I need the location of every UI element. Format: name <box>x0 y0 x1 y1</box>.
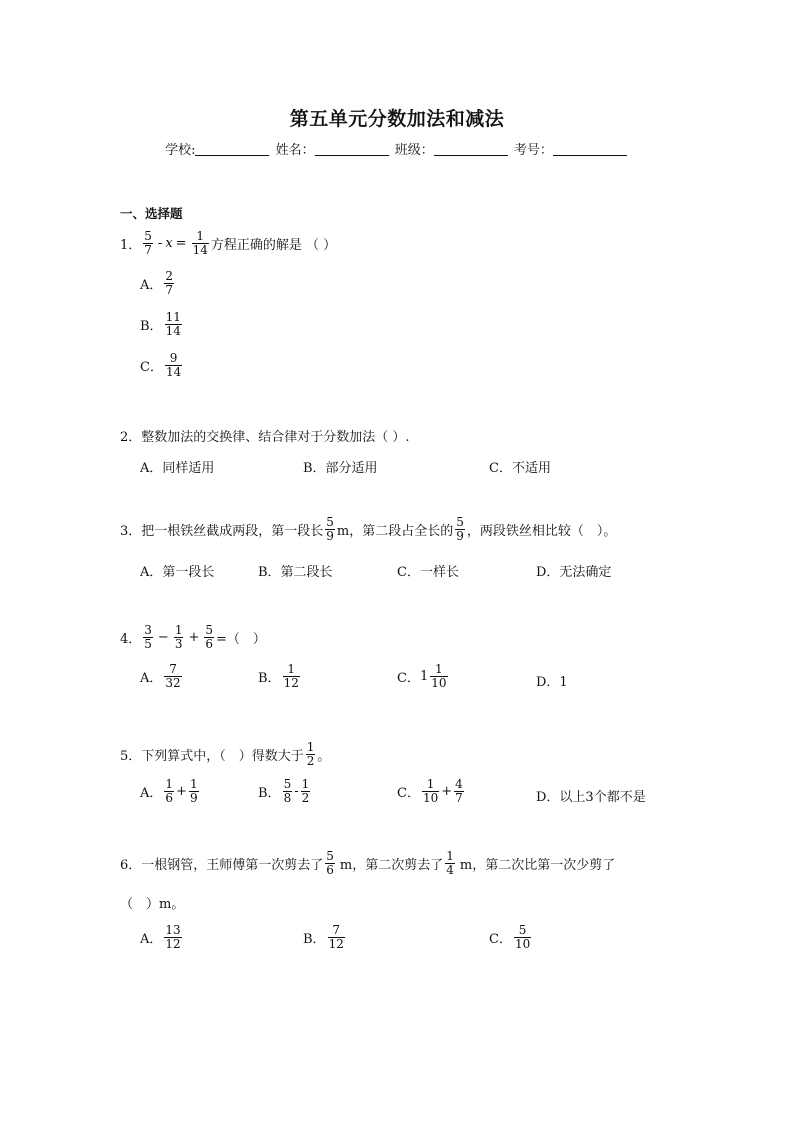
option-d[interactable]: D．以上3个都不是 <box>536 790 646 805</box>
class-label: 班级： <box>394 143 434 158</box>
option-d[interactable]: D．1 <box>536 675 568 690</box>
question-text: 2．整数加法的交换律、结合律对于分数加法（ ）. <box>120 430 410 445</box>
fraction: $\frac{1}{14}$ <box>192 229 208 257</box>
option-d[interactable]: D．无法确定 <box>536 565 612 580</box>
option-c[interactable]: C． 1 $\frac{1}{10}$ <box>397 662 447 690</box>
fraction: $\frac{1}{2}$ <box>306 740 315 768</box>
question-4: 4． $\frac{3}{5}$ − $\frac{1}{3}$ + $\frac{5}{6}$ =（ ） <box>120 623 266 651</box>
student-info-line <box>0 139 794 158</box>
option-a[interactable]: A． $\frac{7}{32}$ <box>140 662 181 690</box>
option-b[interactable]: B． $\frac{11}{14}$ <box>140 310 181 338</box>
option-a[interactable]: A． $\frac{1}{6}$ + $\frac{1}{9}$ <box>140 777 198 805</box>
fraction: $\frac{5}{6}$ <box>326 849 334 877</box>
option-c[interactable]: C． $\frac{5}{10}$ <box>489 923 531 951</box>
option-a[interactable]: A． $\frac{2}{7}$ <box>140 269 174 297</box>
name-blank[interactable] <box>315 142 389 156</box>
fraction: $\frac{5}{7}$ <box>144 229 152 257</box>
fraction: $\frac{5}{9}$ <box>456 515 464 543</box>
option-b[interactable]: B． $\frac{1}{12}$ <box>258 662 299 690</box>
page-title: 第五单元分数加法和减法 <box>289 108 505 130</box>
option-c[interactable]: C．一样长 <box>397 565 459 580</box>
question-text: 方程正确的解是 （ ） <box>210 238 337 253</box>
option-c[interactable]: C．不适用 <box>489 461 551 476</box>
option-c[interactable]: C． $\frac{9}{14}$ <box>140 351 182 379</box>
question-5: 5．下列算式中，（ ）得数大于 $\frac{1}{2}$ 。 <box>120 740 331 768</box>
question-6: 6．一根钢管，王师傅第一次剪去了 $\frac{5}{6}$ m，第二次剪去了 $\frac{1}{4}$ m，第二次比第一次少剪了 <box>120 849 616 877</box>
option-b[interactable]: B．部分适用 <box>303 461 378 476</box>
fraction: $\frac{1}{3}$ <box>174 623 183 651</box>
school-blank[interactable] <box>195 142 269 156</box>
question-2 <box>120 426 410 445</box>
exam-no-label: 考号： <box>513 143 553 158</box>
class-blank[interactable] <box>434 142 508 156</box>
option-b[interactable]: B． $\frac{5}{8}$ - $\frac{1}{2}$ <box>258 777 310 805</box>
question-3: 3．把一根铁丝截成两段，第一段长 $\frac{5}{9}$ m，第二段占全长的 $\frac{5}{9}$ ，两段铁丝相比较（ ）。 <box>120 515 617 543</box>
fraction: $\frac{5}{9}$ <box>326 515 334 543</box>
option-b[interactable]: B． $\frac{7}{12}$ <box>303 923 344 951</box>
fraction: $\frac{1}{4}$ <box>446 849 454 877</box>
school-label: 学校: <box>165 143 196 158</box>
option-c[interactable]: C． $\frac{1}{10}$ + $\frac{4}{7}$ <box>397 777 463 805</box>
option-a[interactable]: A．同样适用 <box>140 461 215 476</box>
fraction: $\frac{5}{6}$ <box>205 623 214 651</box>
fraction: $\frac{3}{5}$ <box>144 623 152 651</box>
question-1: 1． $\frac{5}{7}$ - x = $\frac{1}{14}$ 方程正确的解是 （ ） <box>120 229 337 257</box>
question-number: 1． <box>120 238 142 253</box>
name-label: 姓名： <box>275 143 315 158</box>
option-a[interactable]: A． $\frac{13}{12}$ <box>140 923 181 951</box>
section-heading: 一、选择题 <box>120 206 183 221</box>
exam-no-blank[interactable] <box>553 142 627 156</box>
option-a[interactable]: A．第一段长 <box>140 565 215 580</box>
question-6-line2: （ ）m。 <box>120 897 185 912</box>
option-b[interactable]: B．第二段长 <box>258 565 333 580</box>
